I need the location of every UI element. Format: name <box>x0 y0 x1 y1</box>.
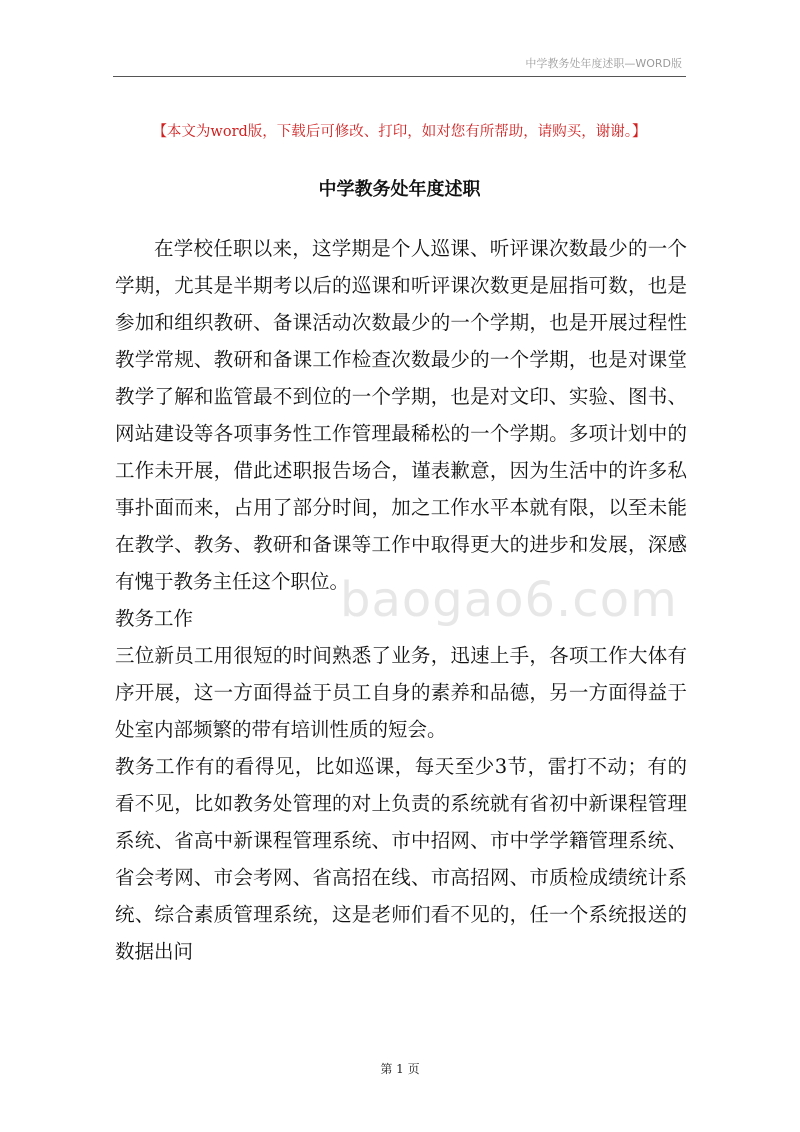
paragraph-duties: 教务工作有的看得见，比如巡课，每天至少3节，雷打不动；有的看不见，比如教务处管理的对上负责的系统就有省初中新课程管理系统、省高中新课程管理系统、市中招网、市中学学籍管理系统、省会考网、市会考网、省高招在线、市高招网、市质检成绩统计系统、综合素质管理系统，这是老师们看不见的，任一个系统报送的数据出问 <box>115 755 687 963</box>
document-title: 中学教务处年度述职 <box>318 179 481 200</box>
purchase-notice: 【本文为word版，下载后可修改、打印，如对您有所帮助，请购买，谢谢。】 <box>152 124 647 140</box>
page-number: 第 1 页 <box>380 1062 420 1076</box>
paragraph-intro: 在学校任职以来，这学期是个人巡课、听评课次数最少的一个学期，尤其是半期考以后的巡课和听评课次数更是屈指可数，也是参加和组织教研、备课活动次数最少的一个学期，也是开展过程性教学常规、教研和备课工作检查次数最少的一个学期，也是对课堂教学了解和监管最不到位的一个学期，也是对文印、实验、图书、网站建设等各项事务性工作管理最稀松的一个学期。多项计划中的工作未开展，借此述职报告场合，谨表歉意，因为生活中的许多私事扑面而来，占用了部分时间，加之工作水平本就有限，以至未能在教学、教务、教研和备课等工作中取得更大的进步和发展，深感有愧于教务主任这个职位。 <box>115 237 687 593</box>
watermark: baogao6.com <box>340 572 678 628</box>
running-header: 中学教务处年度述职—WORD版 <box>525 57 682 70</box>
section-heading: 教务工作 <box>115 607 194 630</box>
paragraph-new-staff: 三位新员工用很短的时间熟悉了业务，迅速上手，各项工作大体有序开展，这一方面得益于员工自身的素养和品德，另一方面得益于处室内部频繁的带有培训性质的短会。 <box>115 644 687 741</box>
header-divider <box>113 76 686 77</box>
